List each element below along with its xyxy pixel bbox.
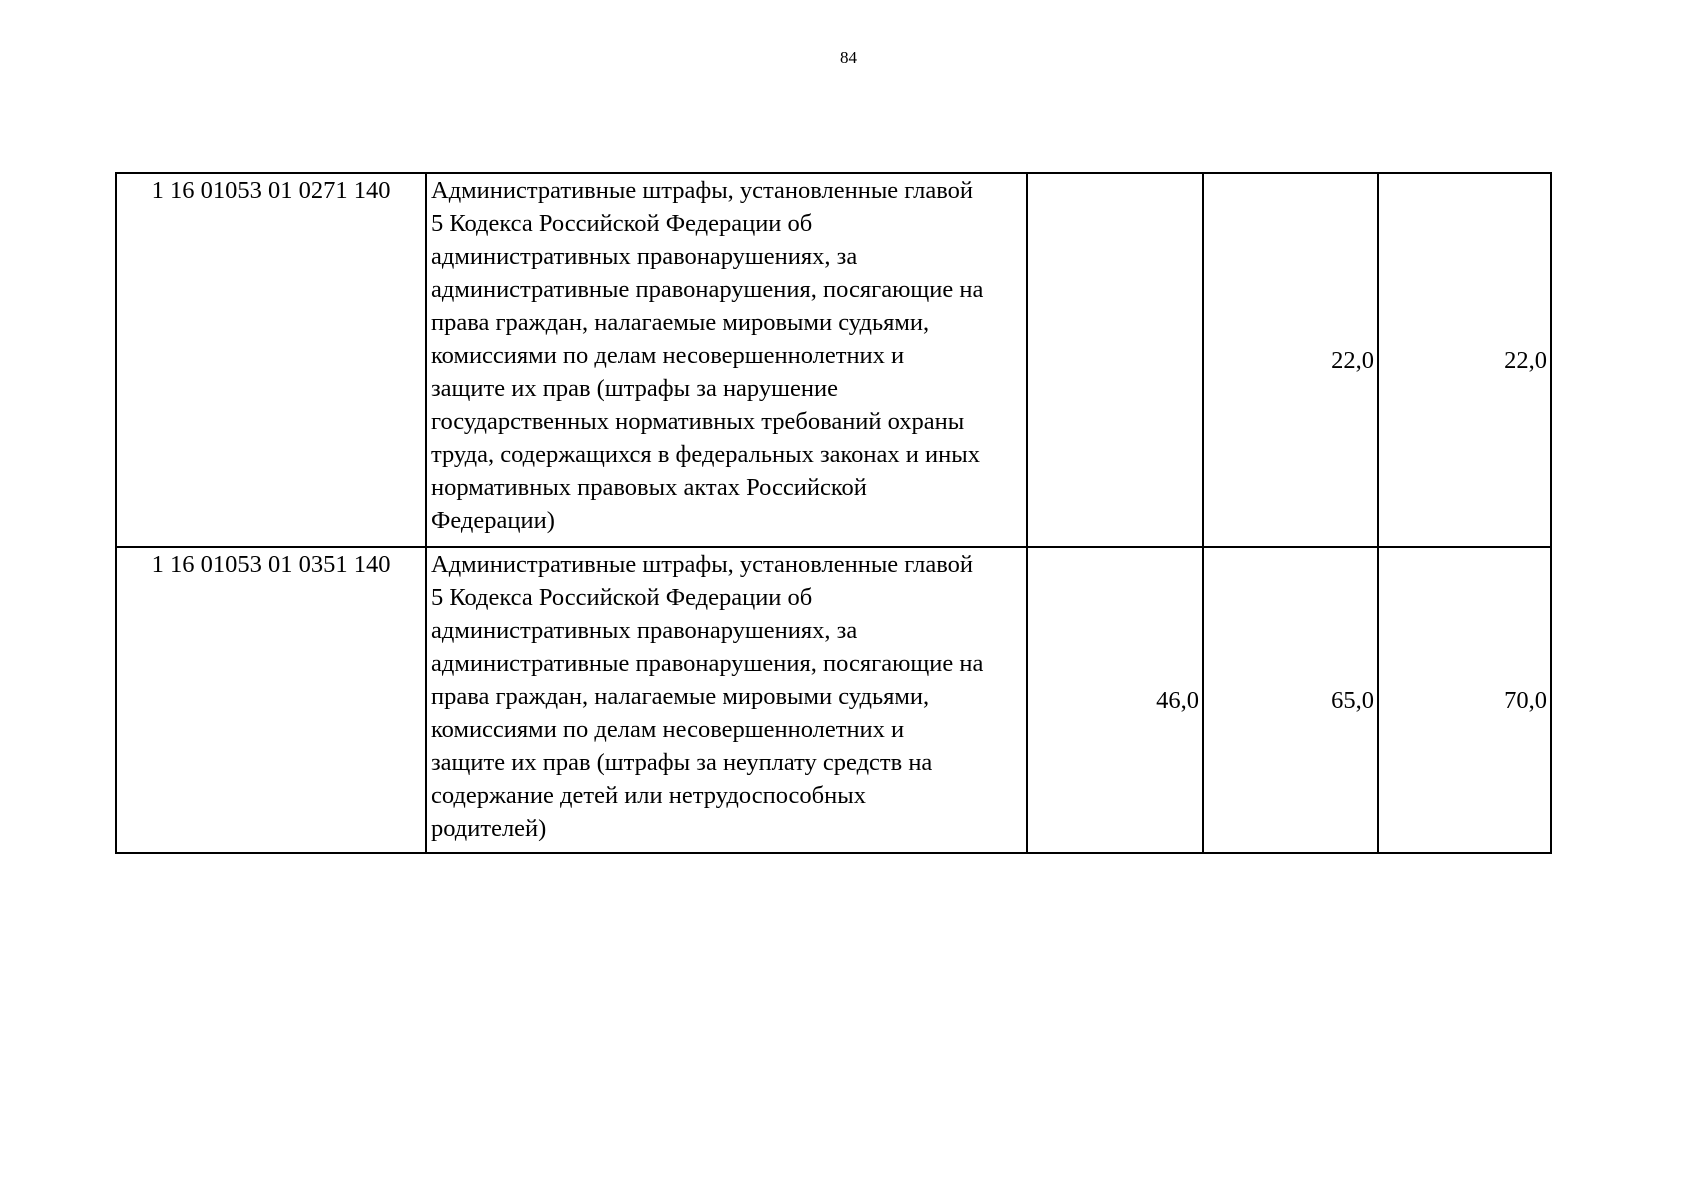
description-line: защите их прав (штрафы за неуплату средств на: [431, 749, 933, 776]
table-row: [116, 547, 1551, 853]
description-line: 5 Кодекса Российской Федерации об: [431, 210, 813, 237]
description-line: комиссиями по делам несовершеннолетних и: [431, 716, 905, 743]
description-line: содержание детей или нетрудоспособных: [431, 782, 866, 809]
description-line: нормативных правовых актах Российской: [431, 474, 867, 501]
budget-code-cell: 1 16 01053 01 0271 140: [116, 173, 426, 547]
description-line: права граждан, налагаемые мировыми судьями,: [431, 309, 930, 336]
description-line: 5 Кодекса Российской Федерации об: [431, 584, 813, 611]
description-line: Административные штрафы, установленные главой: [431, 177, 973, 204]
description-line: Административные штрафы, установленные главой: [431, 551, 973, 578]
value-cell: 22,0: [1203, 173, 1378, 547]
description-cell: [426, 547, 1027, 853]
value-cell: 70,0: [1378, 547, 1551, 853]
description-line: Федерации): [431, 507, 555, 534]
description-line: труда, содержащихся в федеральных законах и иных: [431, 441, 980, 468]
description-line: административные правонарушения, посягающие на: [431, 276, 984, 303]
value-cell: 22,0: [1378, 173, 1551, 547]
value-cell: 46,0: [1027, 547, 1203, 853]
budget-code-cell: 1 16 01053 01 0351 140: [116, 547, 426, 853]
value-cell: 65,0: [1203, 547, 1378, 853]
page-number: 84: [840, 48, 857, 67]
value-cell: [1027, 173, 1203, 547]
description-line: комиссиями по делам несовершеннолетних и: [431, 342, 905, 369]
description-line: административных правонарушениях, за: [431, 617, 858, 644]
description-line: права граждан, налагаемые мировыми судьями,: [431, 683, 930, 710]
description-cell: [426, 173, 1027, 547]
table-row: [116, 173, 1551, 547]
description-line: административных правонарушениях, за: [431, 243, 858, 270]
description-line: административные правонарушения, посягающие на: [431, 650, 984, 677]
description-line: защите их прав (штрафы за нарушение: [431, 375, 838, 402]
budget-table: [115, 172, 1552, 854]
description-line: родителей): [431, 815, 547, 842]
description-line: государственных нормативных требований охраны: [431, 408, 965, 435]
